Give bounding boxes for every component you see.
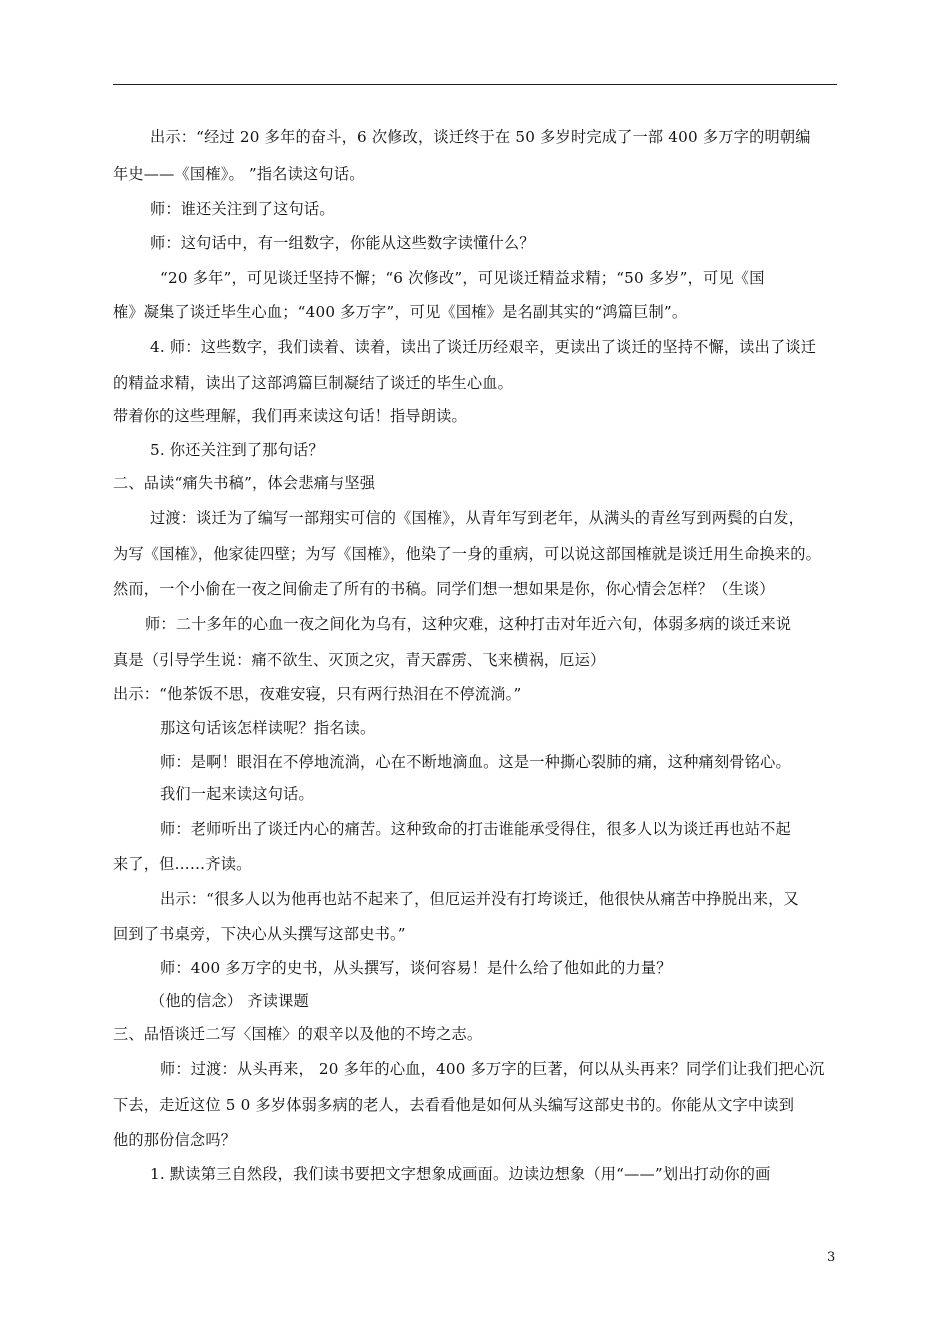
text-line: 真是（引导学生说：痛不欲生、灭顶之灾，青天霹雳、飞来横祸，厄运） — [113, 651, 606, 669]
text-line: 年史——《国榷》。 ”指名读这句话。 — [113, 165, 365, 183]
text-line: 师：老师听出了谈迁内心的痛苦。这种致命的打击谁能承受得住，很多人以为谈迁再也站不起 — [160, 820, 791, 838]
text-line: 我们一起来读这句话。 — [160, 785, 314, 803]
text-line: 过渡：谈迁为了编写一部翔实可信的《国榷》，从青年写到老年，从满头的青丝写到两鬓的白发， — [150, 509, 805, 527]
text-line: 5. 你还关注到了那句话？ — [150, 441, 324, 459]
text-line: 师：谁还关注到了这句话。 — [150, 200, 335, 218]
text-line: 师：是啊！眼泪在不停地流淌，心在不断地滴血。这是一种撕心裂肺的痛，这种痛刻骨铭心。 — [160, 753, 791, 771]
text-line: 师：这句话中，有一组数字，你能从这些数字读懂什么？ — [150, 234, 535, 252]
text-line: 4. 师：这些数字，我们读着、读着，读出了谈迁历经艰辛，更读出了谈迁的坚持不懈，读出了谈迁 — [150, 338, 817, 356]
text-line: 为写《国榷》，他家徒四壁；为写《国榷》，他染了一身的重病，可以说这部国榷就是谈迁用生命换来的。 — [113, 545, 822, 563]
header-rule — [113, 84, 837, 85]
text-line: 榷》凝集了谈迁毕生心血；“400 多万字”，可见《国榷》是名副其实的“鸿篇巨制”。 — [113, 303, 688, 321]
text-line: 出示：“很多人以为他再也站不起来了，但厄运并没有打垮谈迁，他很快从痛苦中挣脱出来，又 — [160, 890, 799, 908]
text-line: 带着你的这些理解，我们再来读这句话！指导朗读。 — [113, 407, 467, 425]
text-line: 师：400 多万字的史书，从头撰写，谈何容易！是什么给了他如此的力量？ — [160, 959, 672, 977]
text-line: 那这句话该怎样读呢？指名读。 — [160, 719, 376, 737]
text-line: 来了，但……齐读。 — [113, 855, 252, 873]
text-line: 然而，一个小偷在一夜之间偷走了所有的书稿。同学们想一想如果是你，你心情会怎样？（生谈） — [113, 580, 775, 598]
text-line: 下去，走近这位 5 0 多岁体弱多病的老人，去看看他是如何从头编写这部史书的。你能从文字中读到 — [113, 1096, 795, 1114]
section-heading: 二、品读“痛失书稿”，体会悲痛与坚强 — [113, 474, 376, 492]
text-line: 回到了书桌旁，下决心从头撰写这部史书。” — [113, 925, 406, 943]
text-line: 师：过渡：从头再来， 20 多年的心血，400 多万字的巨著，何以从头再来？同学们让我们把心沉 — [160, 1060, 825, 1078]
text-line: 1. 默读第三自然段，我们读书要把文字想象成画面。边读边想象（用“——”划出打动你的画 — [150, 1165, 771, 1183]
text-line: 出示：“经过 20 多年的奋斗，6 次修改，谈迁终于在 50 多岁时完成了一部 400 多万字的明朝编 — [150, 128, 811, 146]
page-number: 3 — [827, 1250, 836, 1265]
section-heading: 三、品悟谈迁二写〈国榷〉的艰辛以及他的不垮之志。 — [113, 1025, 483, 1043]
text-line: 出示：“他茶饭不思，夜难安寝，只有两行热泪在不停流淌。” — [113, 685, 522, 703]
text-line: （他的信念） 齐读课题 — [150, 992, 309, 1010]
text-line: “20 多年”，可见谈迁坚持不懈；“6 次修改”，可见谈迁精益求精；“50 多岁”，可见《国 — [160, 269, 765, 287]
text-line: 师：二十多年的心血一夜之间化为乌有，这种灾难，这种打击对年近六旬，体弱多病的谈迁来说 — [145, 615, 792, 633]
text-line: 他的那份信念吗？ — [113, 1131, 237, 1149]
text-line: 的精益求精，读出了这部鸿篇巨制凝结了谈迁的毕生心血。 — [113, 374, 514, 392]
